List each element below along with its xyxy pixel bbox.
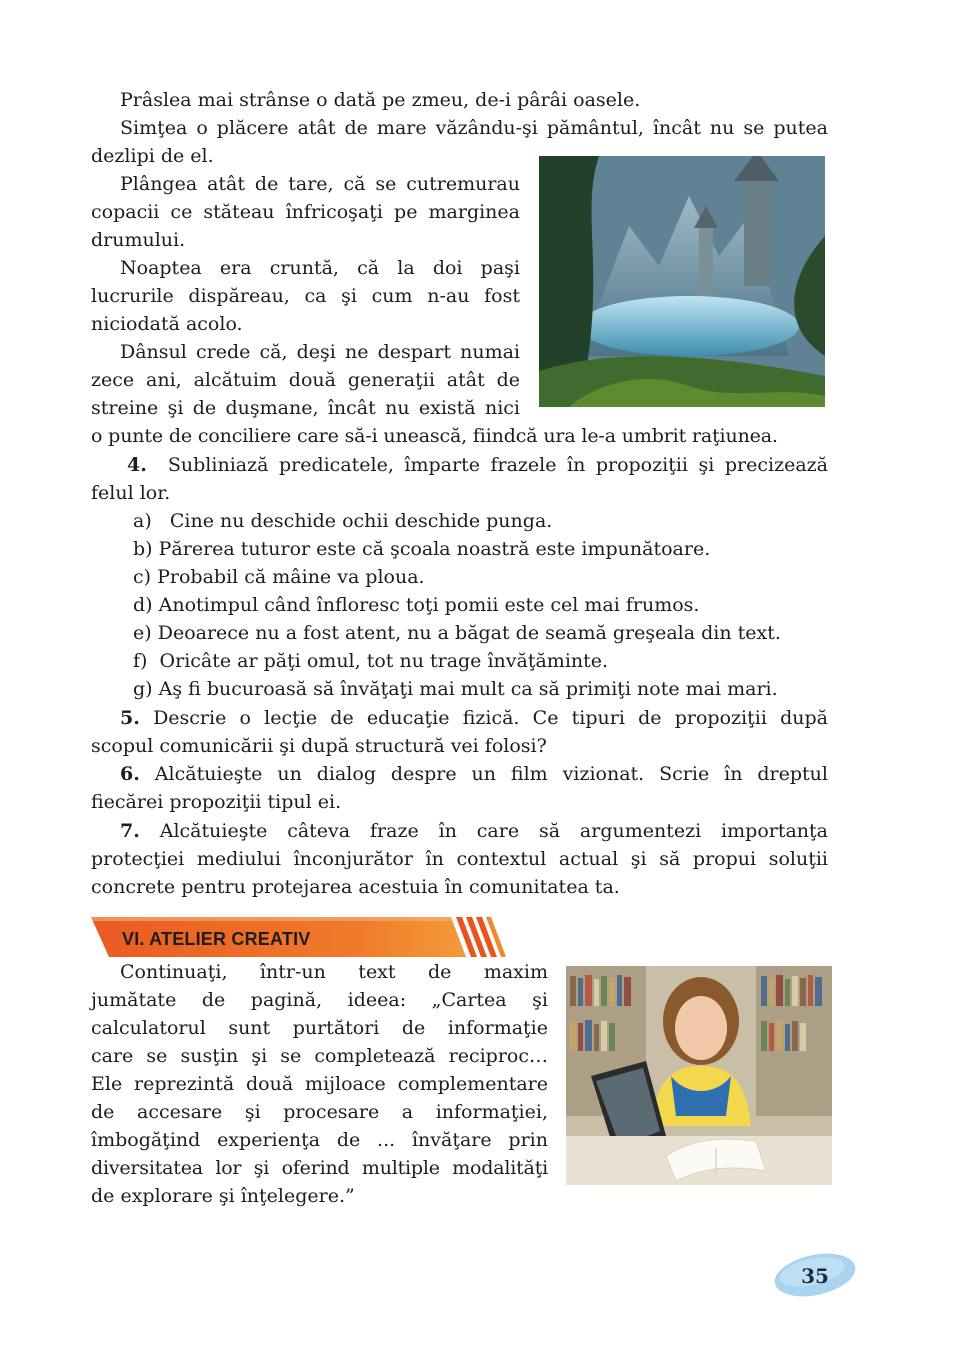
- text-line: dezlipi de el.: [91, 145, 214, 167]
- girl-reading-image: [566, 966, 832, 1185]
- exercise-number: 6.: [120, 763, 140, 785]
- list-label: a): [133, 510, 152, 532]
- list-item-c: [133, 563, 425, 591]
- creative-text-line: de accesare şi procesare a informaţiei,: [91, 1101, 548, 1123]
- text-line: zece ani, alcătuim două generaţii atât de: [91, 369, 520, 391]
- text-line: o punte de conciliere care să-i unească, fiindcă ura le-a umbrit raţiunea.: [91, 425, 778, 447]
- list-text: Părerea tuturor este că şcoala noastră este impunătoare.: [158, 538, 711, 560]
- text-line: niciodată acolo.: [91, 313, 243, 335]
- creative-text-line: diversitatea lor şi oferind multiple modalităţi: [91, 1157, 548, 1179]
- section-title: VI. ATELIER CREATIV: [122, 929, 311, 949]
- list-label: g): [133, 678, 153, 700]
- list-text: Cine nu deschide ochii deschide punga.: [169, 510, 553, 532]
- text-line: drumului.: [91, 229, 186, 251]
- list-text: Anotimpul când înfloresc toţi pomii este cel mai frumos.: [158, 594, 700, 616]
- castle-illustration: [539, 156, 825, 407]
- list-item-b: [133, 535, 710, 563]
- creative-text-line: jumătate de pagină, ideea: „Cartea şi: [91, 989, 548, 1011]
- text-line: Prâslea mai strânse o dată pe zmeu, de-i pârâi oasele.: [120, 89, 641, 111]
- text-line: Dânsul crede că, deşi ne despart numai: [120, 341, 520, 363]
- exercise-7-line: protecţiei mediului înconjurător în contextul actual şi să propui soluţii: [91, 848, 828, 870]
- exercise-text: Subliniază predicatele, împarte frazele în propoziţii şi precizează: [167, 454, 828, 476]
- creative-text-line: calculatorul sunt purtători de informaţie: [91, 1017, 548, 1039]
- exercise-number: 5.: [120, 707, 140, 729]
- text-line: Noaptea era cruntă, că la doi paşi: [120, 257, 520, 279]
- fantasy-castle-image: [539, 156, 825, 407]
- exercise-7-line: [120, 817, 828, 845]
- list-item-a: [133, 507, 552, 535]
- exercise-number: 4.: [127, 454, 147, 476]
- list-text: Probabil că mâine va ploua.: [157, 566, 425, 588]
- list-text: Deoarece nu a fost atent, nu a băgat de seamă greşeala din text.: [157, 622, 781, 644]
- list-text: Aş fi bucuroasă să învăţaţi mai mult ca să primiţi note mai mari.: [158, 678, 778, 700]
- list-item-f: [133, 647, 608, 675]
- list-label: f): [133, 650, 148, 672]
- exercise-number: 7.: [120, 820, 140, 842]
- list-text: Oricâte ar păţi omul, tot nu trage învăţăminte.: [159, 650, 609, 672]
- list-item-g: [133, 675, 778, 703]
- text-line: lucrurile dispăreau, ca şi cum n-au fost: [91, 285, 520, 307]
- text-line: Simţea o plăcere atât de mare văzându-şi pământul, încât nu se putea: [120, 117, 828, 139]
- list-label: d): [133, 594, 153, 616]
- text-line: Plângea atât de tare, că se cutremurau: [120, 173, 520, 195]
- list-label: e): [133, 622, 152, 644]
- exercise-5-line: [120, 704, 828, 732]
- creative-text-line: îmbogăţind experienţa de ... învăţare prin: [91, 1129, 548, 1151]
- text-line: streine şi de duşmane, încât nu există nici: [91, 397, 520, 419]
- exercise-text: Descrie o lecţie de educaţie fizică. Ce tipuri de propoziţii după: [153, 707, 829, 729]
- exercise-4-line: [127, 451, 828, 479]
- exercise-7-line: concrete pentru protejarea acestuia în comunitatea ta.: [91, 876, 620, 898]
- creative-text-line: de explorare şi înţelegere.”: [91, 1185, 355, 1207]
- library-illustration: [566, 966, 832, 1185]
- exercise-6-line: [120, 760, 828, 788]
- exercise-text: Alcătuieşte un dialog despre un film vizionat. Scrie în dreptul: [154, 763, 828, 785]
- creative-text-line: care se susţin şi se completează reciproc…: [91, 1045, 548, 1067]
- exercise-6-line: fiecărei propoziţii tipul ei.: [91, 791, 342, 813]
- page-number: 35: [801, 1264, 829, 1288]
- list-label: b): [133, 538, 153, 560]
- list-label: c): [133, 566, 152, 588]
- creative-text-line: Continuaţi, într-un text de maxim: [120, 961, 548, 983]
- exercise-text: Alcătuieşte câteva fraze în care să argumentezi importanţa: [159, 820, 828, 842]
- exercise-4-line: felul lor.: [91, 482, 171, 504]
- creative-text-line: Ele reprezintă două mijloace complementare: [91, 1073, 548, 1095]
- text-line: copacii ce stăteau înfricoşaţi pe marginea: [91, 201, 520, 223]
- exercise-5-line: scopul comunicării şi după structură vei folosi?: [91, 735, 547, 757]
- list-item-d: [133, 591, 699, 619]
- list-item-e: [133, 619, 781, 647]
